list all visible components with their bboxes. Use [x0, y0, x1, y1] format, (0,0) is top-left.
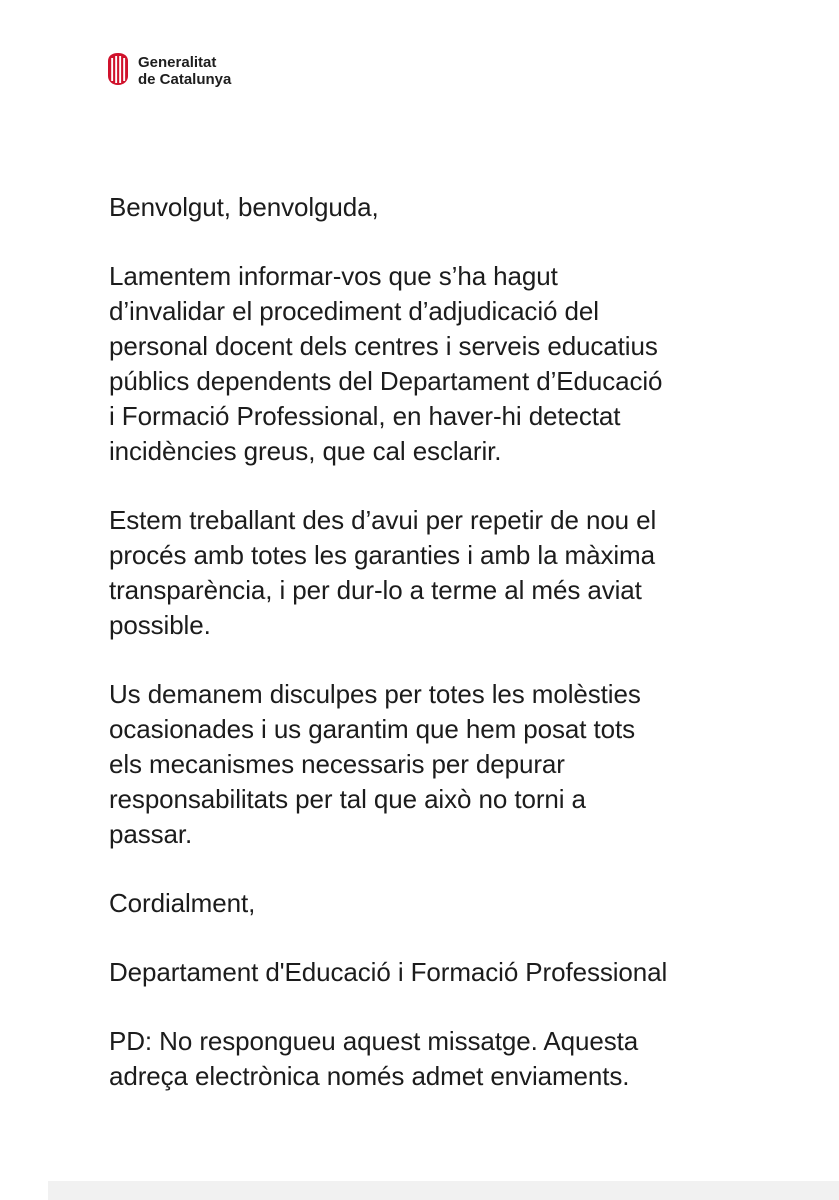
paragraph-invalidation: [109, 259, 789, 469]
postscript-line: adreça electrònica només admet enviaments.: [109, 1061, 630, 1091]
paragraph-apology: [109, 677, 789, 852]
generalitat-logo-icon: [107, 52, 129, 86]
paragraph-line: Estem treballant des d’avui per repetir de nou el: [109, 505, 657, 535]
paragraph-line: i Formació Professional, en haver-hi detectat: [109, 401, 621, 431]
brand-name: [138, 54, 231, 88]
paragraph-line: Us demanem disculpes per totes les molèsties: [109, 679, 641, 709]
brand-line-2: de Catalunya: [138, 71, 232, 88]
paragraph-line: responsabilitats per tal que això no torni a: [109, 784, 586, 814]
paragraph-line: d’invalidar el procediment d’adjudicació del: [109, 296, 599, 326]
greeting: Benvolgut, benvolguda,: [109, 192, 379, 222]
brand-line-1: Generalitat: [138, 54, 217, 71]
postscript: [109, 1024, 789, 1094]
signature: Departament d'Educació i Formació Professional: [109, 957, 668, 987]
paragraph-repeat-process: [109, 503, 789, 643]
email-body: [109, 190, 789, 1128]
paragraph-line: procés amb totes les garanties i amb la màxima: [109, 540, 655, 570]
paragraph-line: els mecanismes necessaris per depurar: [109, 749, 565, 779]
paragraph-line: transparència, i per dur-lo a terme al més aviat: [109, 575, 642, 605]
postscript-line: PD: No respongueu aquest missatge. Aquesta: [109, 1026, 639, 1056]
paragraph-line: passar.: [109, 819, 193, 849]
paragraph-line: personal docent dels centres i serveis educatius: [109, 331, 658, 361]
paragraph-line: incidències greus, que cal esclarir.: [109, 436, 502, 466]
email-footer-bar: [48, 1181, 839, 1200]
closing: Cordialment,: [109, 888, 256, 918]
paragraph-line: Lamentem informar-vos que s’ha hagut: [109, 261, 558, 291]
paragraph-line: ocasionades i us garantim que hem posat tots: [109, 714, 636, 744]
paragraph-line: públics dependents del Departament d’Educació: [109, 366, 663, 396]
paragraph-line: possible.: [109, 610, 211, 640]
